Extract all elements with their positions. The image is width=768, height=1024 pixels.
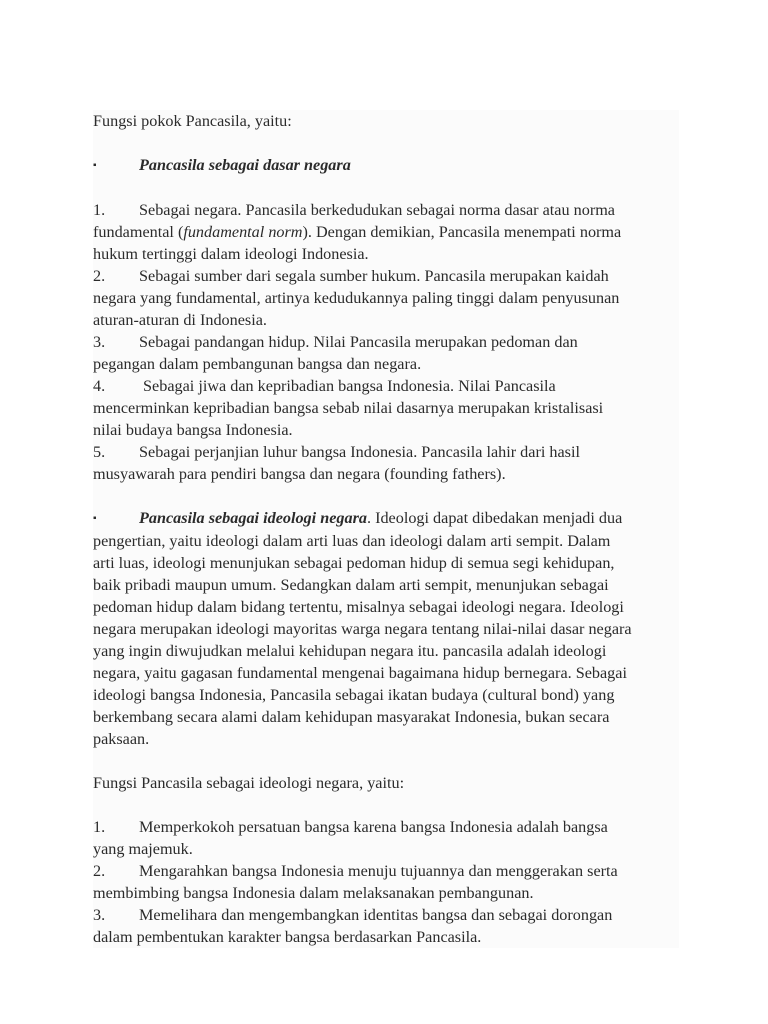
list1-item-5-line: musyawarah para pendiri bangsa dan negara (founding fathers). [93,465,506,483]
document-body [93,110,679,948]
list1-item-1: 1. Sebagai negara. Pancasila berkedudukan sebagai norma dasar atau norma [93,201,615,219]
list1-item-3: 3. Sebagai pandangan hidup. Nilai Pancasila merupakan pedoman dan [93,333,578,351]
section1-heading-line [93,154,679,177]
section1-heading: Pancasila sebagai dasar negara [139,156,351,174]
list2-item-2: 2. Mengarahkan bangsa Indonesia menuju tujuannya dan menggerakan serta [93,862,618,880]
intro-paragraph: Fungsi pokok Pancasila, yaitu: [93,112,292,130]
section2-line: yang ingin diwujudkan melalui kehidupan negara itu. pancasila adalah ideologi [93,642,607,660]
list1-item-4-line: mencerminkan kepribadian bangsa sebab nilai dasarnya merupakan kristalisasi [93,399,604,417]
list2-item-3: 3. Memelihara dan mengembangkan identitas bangsa dan sebagai dorongan [93,906,613,924]
list2-item-1: 1. Memperkokoh persatuan bangsa karena bangsa Indonesia adalah bangsa [93,818,608,836]
list1-item-1-line: hukum tertinggi dalam ideologi Indonesia. [93,245,369,263]
section2-heading-line: ▪ Pancasila sebagai ideologi negara. Ideologi dapat dibedakan menjadi dua [93,507,679,530]
section2-line: negara, yaitu gagasan fundamental mengenai bagaimana hidup bernegara. Sebagai [93,664,627,682]
list1-item-2-line: negara yang fundamental, artinya kedudukannya paling tinggi dalam penyusunan [93,289,620,307]
section2-line: arti luas, ideologi menunjukan sebagai pedoman hidup di semua segi kehidupan, [93,554,615,572]
list1-item-3-line: pegangan dalam pembangunan bangsa dan negara. [93,355,422,373]
list1-item-4-line: nilai budaya bangsa Indonesia. [93,421,293,439]
section2-heading: Pancasila sebagai ideologi negara [139,509,367,527]
list1-item-2: 2. Sebagai sumber dari segala sumber hukum. Pancasila merupakan kaidah [93,267,609,285]
list1-item-2-line: aturan-aturan di Indonesia. [93,311,267,329]
list2-item-1-line: yang majemuk. [93,840,193,858]
section2-line: berkembang secara alami dalam kehidupan masyarakat Indonesia, bukan secara [93,708,610,726]
section2-line: pengertian, yaitu ideologi dalam arti luas dan ideologi dalam arti sempit. Dalam [93,532,611,550]
section2-line: negara merupakan ideologi mayoritas warga negara tentang nilai-nilai dasar negara [93,620,632,638]
bullet-icon: ▪ [93,513,97,524]
list1-item-1-line: fundamental (fundamental norm). Dengan demikian, Pancasila menempati norma [93,223,622,241]
section2-line: baik pribadi maupun umum. Sedangkan dalam arti sempit, menunjukan sebagai [93,576,609,594]
list1-item-5: 5. Sebagai perjanjian luhur bangsa Indonesia. Pancasila lahir dari hasil [93,443,580,461]
section2-line: ideologi bangsa Indonesia, Pancasila sebagai ikatan budaya (cultural bond) yang [93,686,615,704]
intro2-paragraph: Fungsi Pancasila sebagai ideologi negara, yaitu: [93,774,405,792]
bullet-icon: ▪ [93,160,97,171]
list2-item-2-line: membimbing bangsa Indonesia dalam melaksanakan pembangunan. [93,884,534,902]
list2-item-3-line: dalam pembentukan karakter bangsa berdasarkan Pancasila. [93,928,482,946]
section2-line: paksaan. [93,730,150,748]
section2-line: pedoman hidup dalam bidang tertentu, misalnya sebagai ideologi negara. Ideologi [93,598,624,616]
list1-item-4: 4. Sebagai jiwa dan kepribadian bangsa Indonesia. Nilai Pancasila [93,377,556,395]
